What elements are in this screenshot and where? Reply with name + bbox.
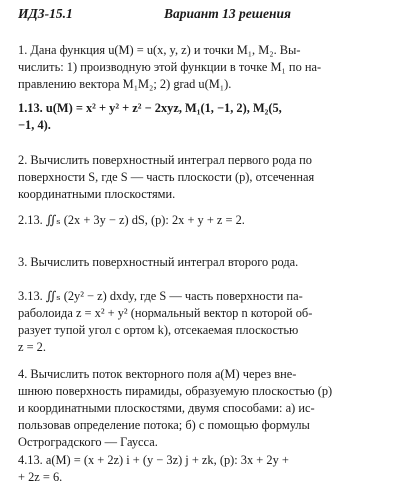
text-line: правлению вектора M₁M₂; 2) grad u(M₁).: [18, 77, 232, 91]
text-line: 2. Вычислить поверхностный интеграл первого рода по: [18, 153, 313, 167]
text-line: 4. Вычислить поток векторного поля a(M) через вне-: [18, 367, 297, 381]
text-line: разует тупой угол с ортом k), отсекаемая плоскостью: [18, 323, 299, 337]
text-line: раболоида z = x² + y² (нормальный вектор n которой об-: [18, 306, 313, 320]
problem-4-13: [18, 452, 392, 486]
text-line: шнюю поверхность пирамиды, образуемую плоскостью (p): [18, 384, 333, 398]
problem-1-statement: [18, 42, 392, 93]
text-line: 4.13. a(M) = (x + 2z) i + (y − 3z) j + zk, (p): 3x + 2y +: [18, 453, 289, 467]
text-line: Остроградского — Гаусса.: [18, 435, 158, 449]
text-line: 3. Вычислить поверхностный интеграл второго рода.: [18, 255, 299, 269]
problem-1-13: [18, 100, 392, 134]
text-line: и координатными плоскостями, двумя способами: а) ис-: [18, 401, 315, 415]
text-line: 3.13. ∬ₛ (2y² − z) dxdy, где S — часть поверхности па-: [18, 289, 303, 303]
text-line: числить: 1) производную этой функции в точке M₁ по на-: [18, 60, 322, 74]
text-line: z = 2.: [18, 340, 46, 354]
problem-4-statement: [18, 366, 392, 451]
problem-3-13: [18, 288, 392, 356]
text-line: 2.13. ∬ₛ (2x + 3y − z) dS, (p): 2x + y + z = 2.: [18, 213, 245, 227]
text-line: координатными плоскостями.: [18, 187, 176, 201]
text-line: −1, 4).: [18, 118, 51, 132]
header-left: ИДЗ-15.1: [18, 6, 73, 21]
text-line: + 2z = 6.: [18, 470, 63, 484]
header-right: Вариант 13 решения: [164, 6, 291, 21]
problem-2-13: [18, 212, 392, 229]
page-header: [18, 6, 390, 24]
text-line: 1. Дана функция u(M) = u(x, y, z) и точки M₁, M₂. Вы-: [18, 43, 301, 57]
text-line: 1.13. u(M) = x² + y² + z² − 2xyz, M₁(1, −1, 2), M₂(5,: [18, 101, 282, 115]
problem-2-statement: [18, 152, 392, 203]
text-line: пользовав определение потока; б) с помощью формулы: [18, 418, 310, 432]
problem-3-statement: [18, 254, 392, 271]
text-line: поверхности S, где S — часть плоскости (p), отсеченная: [18, 170, 315, 184]
